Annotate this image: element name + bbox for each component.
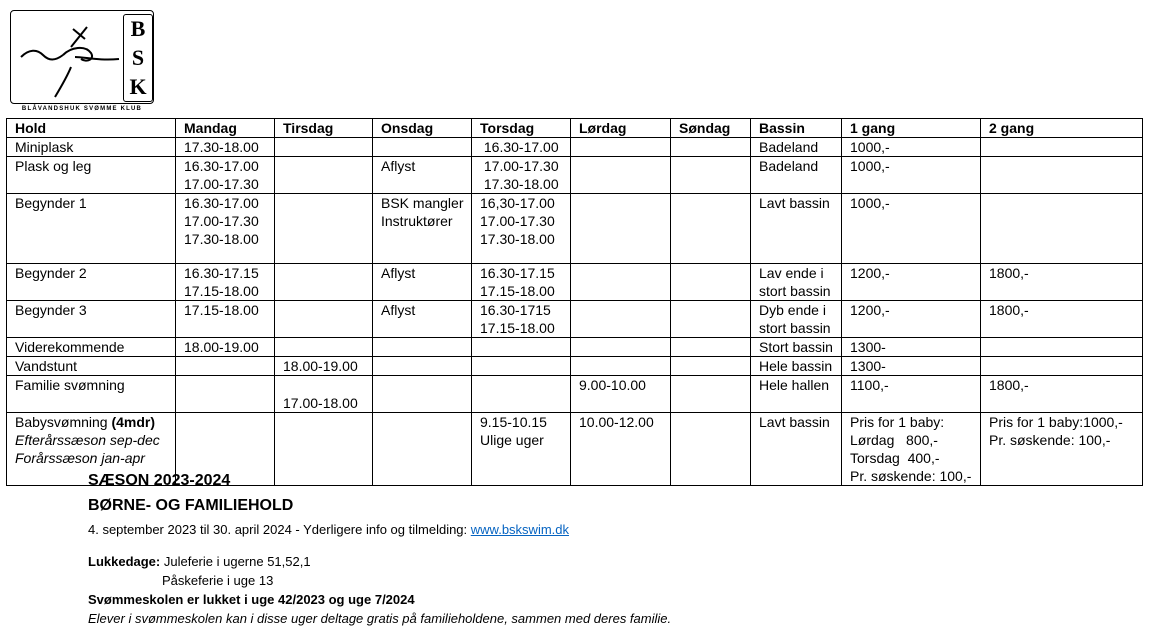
cell-line: Lav ende i [759,265,824,281]
cell-line: Lavt bassin [759,195,830,211]
cell-mandag [176,301,275,338]
cell-line: 17.30-18.00 [184,231,259,247]
cell-sondag [671,376,751,413]
cell-bassin [751,413,842,486]
cell-line: stort bassin [759,283,831,299]
cell-lordag [571,376,671,413]
cell-sondag [671,357,751,376]
cell-sondag [671,138,751,157]
cell-line: 17.15-18.00 [480,283,555,299]
cell-line: 16.30-17.00 [184,158,259,174]
cell-line: stort bassin [759,320,831,336]
cell-line: 16.30-1715 [480,302,551,318]
cell-line: Hele bassin [759,358,833,374]
cell-line: Pris for 1 baby: [850,414,945,430]
cell-gang1 [842,194,981,264]
cell-onsdag [373,138,472,157]
cell-tirsdag [275,413,373,486]
cell-line: Pr. søskende: 100,- [989,432,1111,448]
cell-tirsdag [275,264,373,301]
table-row [7,157,1143,194]
cell-line: 16.30-17.00 [184,195,259,211]
cell-line: Lørdag 800,- [850,432,938,448]
cell-line: Pr. søskende: 100,- [850,468,972,484]
cell-sondag [671,413,751,486]
cell-lordag [571,157,671,194]
cell-gang2 [981,194,1143,264]
cell-line: Ulige uger [480,432,544,448]
cell-line: Torsdag 400,- [850,450,940,466]
cell-line: Begynder 1 [15,195,87,211]
cell-mandag [176,264,275,301]
cell-hold [7,157,176,194]
cell-line: 17.15-18.00 [184,302,259,318]
cell-gang2 [981,338,1143,357]
season-period: Efterårssæson sep-dec [15,432,160,448]
cell-sondag [671,264,751,301]
cell-lordag [571,413,671,486]
cell-line: 17.00-17.30 [184,213,259,229]
cell-line: Dyb ende i [759,302,826,318]
cell-gang2 [981,264,1143,301]
cell-onsdag [373,413,472,486]
cell-line: 1800,- [989,302,1029,318]
cell-sondag [671,338,751,357]
cell-line: 1200,- [850,302,890,318]
cell-line: Plask og leg [15,158,92,174]
cell-torsdag [472,413,571,486]
header-mandag: Mandag [176,119,275,138]
season-period: Forårssæson jan-apr [15,450,145,466]
cell-lordag [571,194,671,264]
hold-name: Babysvømning [15,414,112,430]
cell-line: 18.00-19.00 [184,339,259,355]
cell-tirsdag [275,194,373,264]
cell-line: 16.30-17.15 [184,265,259,281]
cell-torsdag [472,264,571,301]
header-tirsdag: Tirsdag [275,119,373,138]
header-sondag: Søndag [671,119,751,138]
header-2-gang: 2 gang [981,119,1143,138]
cell-sondag [671,157,751,194]
table-row [7,264,1143,301]
closed-christmas: Juleferie i ugerne 51,52,1 [160,554,311,569]
cell-sondag [671,301,751,338]
cell-torsdag [472,338,571,357]
cell-gang2 [981,301,1143,338]
logo-letter-s: S [131,44,145,70]
season-title: SÆSON 2023-2024 [88,472,231,489]
hold-age: (4mdr) [111,414,156,430]
cell-line: 9.00-10.00 [579,377,646,393]
table-row [7,138,1143,157]
cell-hold [7,376,176,413]
cell-line: Begynder 2 [15,265,87,281]
cell-torsdag [472,138,571,157]
table-row [7,357,1143,376]
cell-tirsdag [275,376,373,413]
cell-line [283,376,372,394]
cell-tirsdag [275,301,373,338]
cell-line: 16.30-17.00 [480,139,559,155]
cell-mandag [176,376,275,413]
cell-onsdag [373,357,472,376]
logo-letter-b: B [130,16,146,42]
cell-line: 10.00-12.00 [579,414,654,430]
logo-letters [123,14,153,102]
cell-gang2 [981,376,1143,413]
closed-easter: Påskeferie i uge 13 [162,573,274,588]
cell-line: 17.15-18.00 [184,283,259,299]
cell-line: 16,30-17.00 [480,195,555,211]
cell-line: Aflyst [381,158,416,174]
cell-torsdag [472,301,571,338]
program-title: BØRNE- OG FAMILIEHOLD [88,497,294,514]
logo-caption: BLÅVANDSHUK SVØMME KLUB [21,106,143,112]
cell-gang2 [981,357,1143,376]
table-row [7,376,1143,413]
cell-lordag [571,301,671,338]
cell-gang1 [842,413,981,486]
cell-hold [7,194,176,264]
cell-line: Miniplask [15,139,74,155]
closed-days [88,554,311,569]
cell-line: 17.00-17.30 [480,158,559,174]
cell-line [15,413,175,431]
cell-bassin [751,194,842,264]
cell-gang1 [842,338,981,357]
header-hold: Hold [7,119,176,138]
cell-gang1 [842,264,981,301]
cell-gang2 [981,413,1143,486]
cell-gang2 [981,157,1143,194]
cell-onsdag [373,338,472,357]
cell-line: Stort bassin [759,339,833,355]
table-header-row [7,119,1143,138]
cell-line: Viderekommende [15,339,125,355]
cell-onsdag [373,264,472,301]
cell-line: Pris for 1 baby:1000,- [989,414,1123,430]
cell-line: 17.00-18.00 [283,395,358,411]
table-row [7,301,1143,338]
cell-line: 18.00-19.00 [283,358,358,374]
cell-line: 1000,- [850,158,890,174]
cell-line: 17.00-17.30 [184,176,259,192]
cell-line: 17.30-18.00 [184,139,259,155]
cell-line: 17.30-18.00 [480,231,555,247]
cell-lordag [571,138,671,157]
cell-line: Aflyst [381,265,416,281]
cell-line: Badeland [759,139,819,155]
cell-line: 17.15-18.00 [480,320,555,336]
family-note: Elever i svømmeskolen kan i disse uger deltage gratis på familieholdene, sammen med deres familie. [88,611,672,626]
cell-line: 1200,- [850,265,890,281]
cell-torsdag [472,194,571,264]
cell-onsdag [373,376,472,413]
cell-onsdag [373,157,472,194]
cell-torsdag [472,157,571,194]
cell-hold [7,138,176,157]
cell-gang2 [981,138,1143,157]
cell-hold [7,357,176,376]
cell-hold [7,301,176,338]
website-link[interactable]: www.bskswim.dk [470,522,570,537]
cell-lordag [571,264,671,301]
cell-line: 17.00-17.30 [480,213,555,229]
closed-label: Lukkedage: [88,554,161,569]
cell-line: Vandstunt [15,358,78,374]
cell-line: 1300- [850,339,886,355]
cell-line: Aflyst [381,302,416,318]
logo-frame [10,10,154,104]
dates-text: 4. september 2023 til 30. april 2024 - Yderligere info og tilmelding: [88,522,471,537]
cell-sondag [671,194,751,264]
cell-onsdag [373,194,472,264]
cell-hold [7,338,176,357]
cell-tirsdag [275,357,373,376]
cell-mandag [176,138,275,157]
cell-mandag [176,194,275,264]
header-1-gang: 1 gang [842,119,981,138]
cell-line: 9.15-10.15 [480,414,547,430]
cell-line: BSK mangler [381,195,464,211]
cell-line: 16.30-17.15 [480,265,555,281]
cell-gang1 [842,138,981,157]
cell-bassin [751,264,842,301]
cell-lordag [571,357,671,376]
cell-bassin [751,157,842,194]
cell-line: 17.30-18.00 [480,176,559,192]
cell-line: Familie svømning [15,377,125,393]
header-torsdag: Torsdag [472,119,571,138]
cell-bassin [751,376,842,413]
closed-weeks: Svømmeskolen er lukket i uge 42/2023 og uge 7/2024 [88,592,415,607]
cell-gang1 [842,357,981,376]
cell-torsdag [472,357,571,376]
table-row [7,194,1143,264]
header-lordag: Lørdag [571,119,671,138]
cell-mandag [176,357,275,376]
cell-gang1 [842,301,981,338]
cell-line: 1000,- [850,139,890,155]
cell-line: Instruktører [381,213,453,229]
cell-tirsdag [275,338,373,357]
cell-bassin [751,301,842,338]
cell-line: 1100,- [850,377,889,393]
logo-letter-k: K [129,73,147,99]
cell-torsdag [472,376,571,413]
cell-line: Badeland [759,158,819,174]
swimmer-icon [15,17,123,101]
cell-gang1 [842,157,981,194]
cell-line: 1300- [850,358,886,374]
header-bassin: Bassin [751,119,842,138]
season-dates [88,522,569,537]
cell-lordag [571,338,671,357]
cell-line: Lavt bassin [759,414,830,430]
header-onsdag: Onsdag [373,119,472,138]
cell-line: 1800,- [989,377,1029,393]
cell-mandag [176,338,275,357]
cell-mandag [176,157,275,194]
club-logo [10,10,154,116]
schedule-table [6,118,1143,486]
cell-line: Hele hallen [759,377,830,393]
cell-line: 1800,- [989,265,1029,281]
cell-bassin [751,138,842,157]
cell-line: Begynder 3 [15,302,87,318]
cell-bassin [751,357,842,376]
cell-tirsdag [275,138,373,157]
cell-line: 1000,- [850,195,890,211]
cell-bassin [751,338,842,357]
cell-gang1 [842,376,981,413]
cell-tirsdag [275,157,373,194]
cell-hold [7,264,176,301]
table-row [7,338,1143,357]
cell-onsdag [373,301,472,338]
